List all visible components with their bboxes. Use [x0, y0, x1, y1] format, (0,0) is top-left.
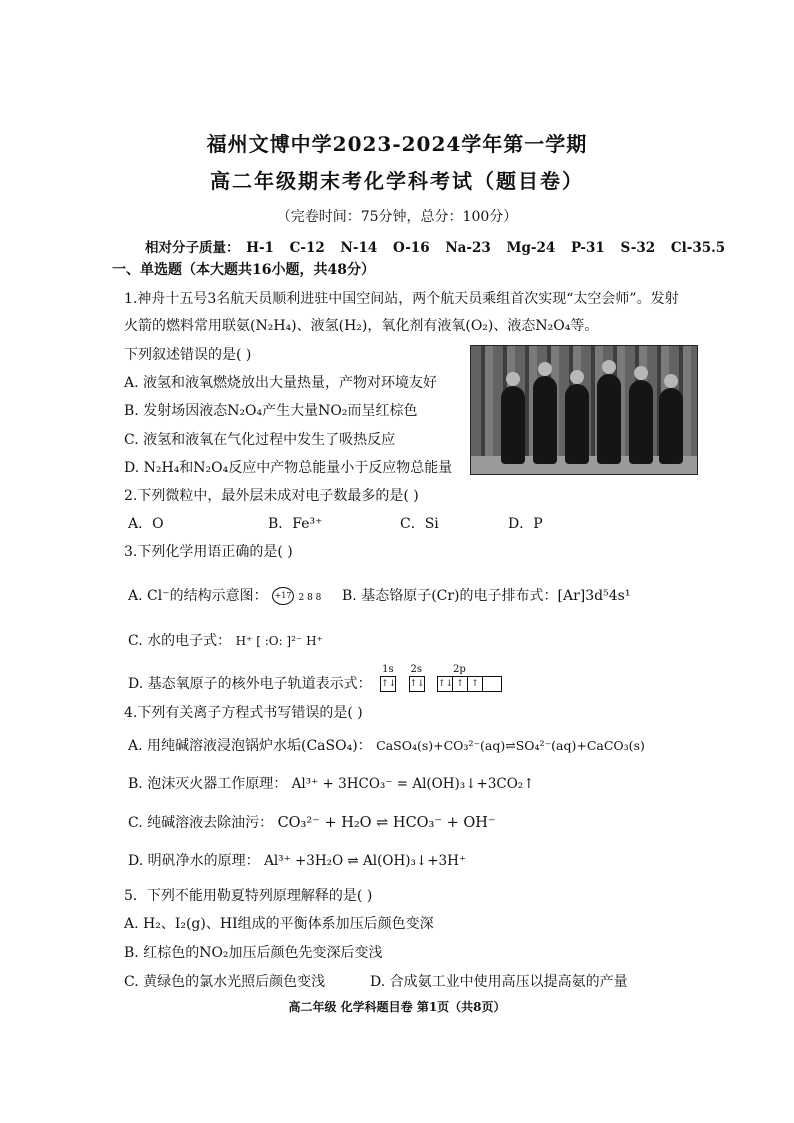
mass-item: N-14 — [340, 240, 378, 256]
section-title: 一、单选题（本大题共16小题，共48分） — [112, 262, 375, 278]
mass-item: Cl-35.5 — [670, 240, 726, 256]
q4-option-a-equation: CaSO₄(s)+CO₃²⁻(aq)⇌SO₄²⁻(aq)+CaCO₃(s) — [376, 738, 645, 753]
q4-option-b — [128, 773, 535, 793]
q4-stem: 4.下列有关离子方程式书写错误的是( ) — [124, 705, 363, 721]
atomic-masses — [145, 236, 736, 256]
exam-info: （完卷时间：75分钟，总分：100分） — [276, 209, 518, 225]
q4-option-c — [128, 812, 496, 832]
orbital-2p: 2p ↑↓ ↑ ↑ — [437, 676, 502, 692]
q4-option-d — [128, 850, 466, 870]
atom-diagram-icon: +17 — [272, 587, 294, 605]
q3-option-a — [128, 585, 321, 605]
mass-item: C-12 — [289, 240, 325, 256]
q2-option-b: B．Fe³⁺ — [268, 516, 323, 532]
q5-option-b: B. 红棕色的NO₂加压后颜色先变深后变浅 — [124, 945, 383, 961]
q4-option-a — [128, 735, 645, 755]
q3-stem: 3.下列化学用语正确的是( ) — [124, 544, 293, 560]
q3-option-d-text: D. 基态氧原子的核外电子轨道表示式： — [128, 676, 372, 692]
q1-option-b: B. 发射场因液态N₂O₄产生大量NO₂而呈红棕色 — [124, 403, 418, 419]
masses-label: 相对分子质量： — [145, 240, 240, 256]
q5-option-c: C. 黄绿色的氯水光照后颜色变浅 — [124, 974, 326, 990]
atom-shells: 2 8 8 — [298, 593, 322, 603]
mass-item: Na-23 — [445, 240, 491, 256]
mass-item: O-16 — [392, 240, 430, 256]
water-electron-formula: H⁺ [ :O: ]²⁻ H⁺ — [235, 634, 323, 648]
q4-option-d-text: D. 明矾净水的原理： — [128, 853, 260, 869]
q1-option-c: C. 液氢和液氧在气化过程中发生了吸热反应 — [124, 432, 396, 448]
mass-item: Mg-24 — [506, 240, 556, 256]
exam-subtitle: 高二年级期末考化学科考试（题目卷） — [210, 169, 584, 193]
q4-option-d-equation: Al³⁺ +3H₂O ⇌ Al(OH)₃↓+3H⁺ — [264, 853, 467, 869]
orbital-2s: 2s ↑↓ — [409, 676, 425, 692]
q1-question: 下列叙述错误的是( ) — [124, 347, 252, 363]
q2-option-a: A．O — [128, 516, 164, 532]
q4-option-b-equation: Al³⁺ + 3HCO₃⁻ = Al(OH)₃↓+3CO₂↑ — [291, 776, 535, 792]
q5-option-d: D. 合成氨工业中使用高压以提高氨的产量 — [370, 974, 628, 990]
q3-option-c-text: C. 水的电子式： — [128, 633, 232, 649]
q1-stem-line2: 火箭的燃料常用联氨(N₂H₄)、液氢(H₂)，氧化剂有液氧(O₂)、液态N₂O₄等。 — [124, 318, 599, 334]
q4-option-b-text: B. 泡沫灭火器工作原理： — [128, 776, 288, 792]
q3-option-d — [128, 664, 502, 693]
q2-stem: 2.下列微粒中，最外层未成对电子数最多的是( ) — [124, 488, 419, 504]
q5-stem: 5．下列不能用勒夏特列原理解释的是( ) — [124, 888, 373, 904]
q2-option-d: D．P — [508, 516, 543, 532]
mass-item: P-31 — [570, 240, 605, 256]
q5-option-a: A. H₂、I₂(g)、HI组成的平衡体系加压后颜色变深 — [124, 916, 434, 932]
q3-option-a-text: A. Cl⁻的结构示意图： — [128, 588, 268, 604]
q1-option-d: D. N₂H₄和N₂O₄反应中产物总能量小于反应物总能量 — [124, 460, 453, 476]
mass-item: S-32 — [620, 240, 656, 256]
exam-title: 福州文博中学2023-2024学年第一学期 — [206, 132, 588, 156]
mass-item: H-1 — [246, 240, 274, 256]
q1-option-a: A. 液氢和液氧燃烧放出大量热量，产物对环境友好 — [124, 375, 438, 391]
q1-stem-line1: 1.神舟十五号3名航天员顺利进驻中国空间站，两个航天员乘组首次实现“太空会师”。发射 — [124, 291, 679, 307]
q4-option-a-text: A. 用纯碱溶液浸泡锅炉水垢(CaSO₄)： — [128, 738, 372, 754]
q4-option-c-equation: CO₃²⁻ + H₂O ⇌ HCO₃⁻ + OH⁻ — [277, 815, 496, 831]
orbital-1s: 1s ↑↓ — [380, 676, 396, 692]
q4-option-c-text: C. 纯碱溶液去除油污： — [128, 815, 274, 831]
astronauts-photo — [470, 345, 698, 475]
q2-option-c: C．Si — [400, 516, 439, 532]
q3-option-c — [128, 630, 323, 650]
q3-option-b: B. 基态铬原子(Cr)的电子排布式：[Ar]3d⁵4s¹ — [342, 588, 631, 604]
page-footer: 高二年级 化学科题目卷 第1页（共8页） — [288, 1000, 506, 1014]
